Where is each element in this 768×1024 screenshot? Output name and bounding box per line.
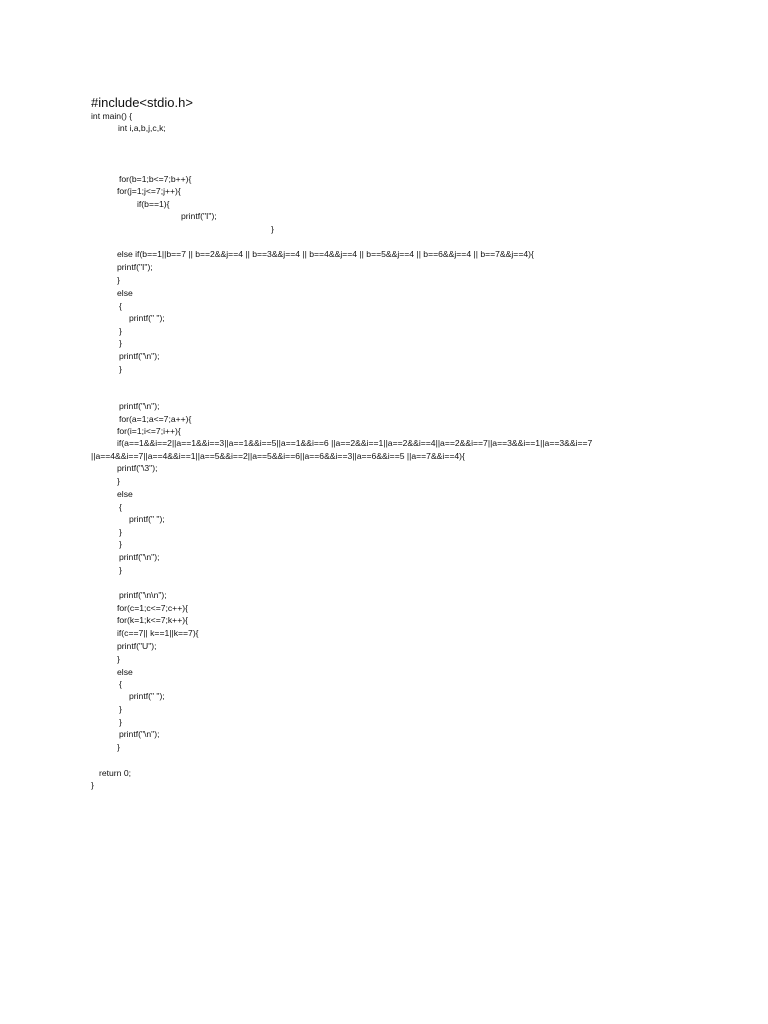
code-line: int main() { <box>91 111 133 121</box>
code-line: printf(" "); <box>129 691 165 701</box>
code-line: printf("\3"); <box>117 463 158 473</box>
code-line: } <box>119 565 122 575</box>
code-line: } <box>119 364 122 374</box>
code-line: } <box>119 338 122 348</box>
code-line: for(a=1;a<=7;a++){ <box>119 414 192 424</box>
code-line: printf("\n"); <box>119 351 160 361</box>
code-line: for(c=1;c<=7;c++){ <box>117 603 188 613</box>
code-line: printf("U"); <box>117 641 157 651</box>
code-line: else if(b==1||b==7 || b==2&&j==4 || b==3&&j==4 || b==4&&j==4 || b==5&&j==4 || b==6&&j==4 || b==7&&j==4){ <box>117 249 534 259</box>
code-line: for(j=1;j<=7;j++){ <box>117 186 181 196</box>
code-line: else <box>117 489 133 499</box>
code-line: ||a==4&&i==7||a==4&&i==1||a==5&&i==2||a==5&&i==6||a==6&&i==3||a==6&&i==5 ||a==7&&i==4){ <box>91 451 465 461</box>
code-line: { <box>119 301 122 311</box>
code-line: printf("\n"); <box>119 729 160 739</box>
code-line: } <box>271 224 274 234</box>
code-line: } <box>119 326 122 336</box>
code-line: printf("\n\n"); <box>119 590 167 600</box>
code-line: printf("\n"); <box>119 552 160 562</box>
code-line: } <box>119 704 122 714</box>
code-line: for(k=1;k<=7;k++){ <box>117 615 188 625</box>
code-line: } <box>117 654 120 664</box>
code-line: { <box>119 679 122 689</box>
code-line: } <box>117 742 120 752</box>
code-line: for(i=1;i<=7;i++){ <box>117 426 181 436</box>
code-line: else <box>117 667 133 677</box>
code-line: else <box>117 288 133 298</box>
code-line: } <box>119 717 122 727</box>
code-line: printf(" "); <box>129 514 165 524</box>
code-line: } <box>117 476 120 486</box>
code-line: if(c==7|| k==1||k==7){ <box>117 628 199 638</box>
code-line: if(b==1){ <box>137 199 170 209</box>
code-line: int i,a,b,j,c,k; <box>118 123 166 133</box>
code-line: printf(" "); <box>129 313 165 323</box>
code-line: } <box>119 539 122 549</box>
code-line: { <box>119 502 122 512</box>
code-line: if(a==1&&i==2||a==1&&i==3||a==1&&i==5||a==1&&i==6 ||a==2&&i==1||a==2&&i==4||a==2&&i==7||a==3&&i==1||a==3&&i==7 <box>117 438 593 448</box>
code-line: } <box>117 275 120 285</box>
code-line: } <box>119 527 122 537</box>
code-line: for(b=1;b<=7;b++){ <box>119 174 192 184</box>
include-directive: #include<stdio.h> <box>91 95 193 110</box>
code-line: printf("I"); <box>181 211 217 221</box>
code-line: } <box>91 780 94 790</box>
code-line: return 0; <box>99 768 132 778</box>
code-line: printf("I"); <box>117 262 153 272</box>
code-line: printf("\n"); <box>119 401 160 411</box>
